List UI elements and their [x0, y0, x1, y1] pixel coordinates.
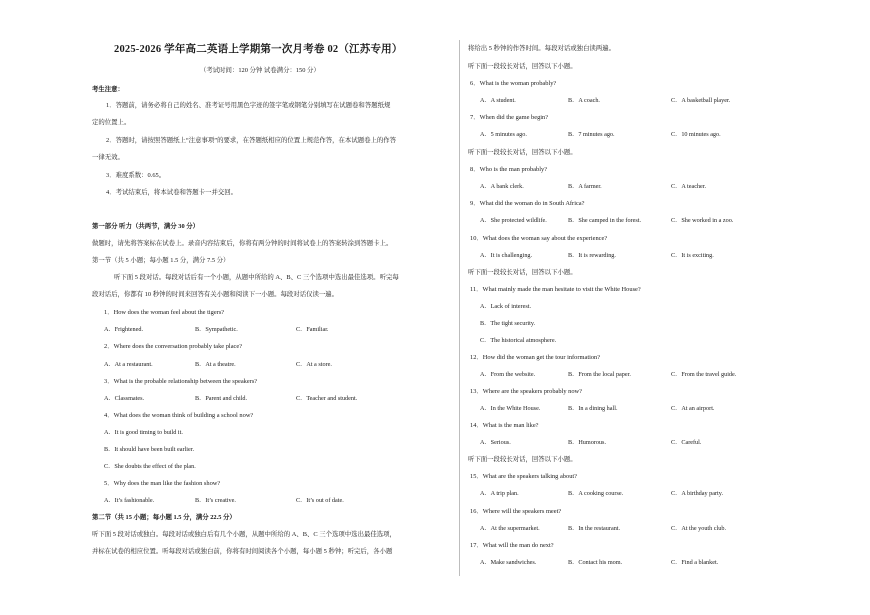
- option-b: B．She camped in the forest.: [568, 217, 642, 224]
- option-c: C．It is exciting.: [671, 252, 714, 259]
- option-b: B．In the restaurant.: [568, 525, 621, 532]
- option-b: B．It should have been built earlier.: [104, 446, 195, 453]
- option-c: C．A birthday party.: [671, 490, 724, 497]
- section1-intro: 听下面 5 段对话。每段对话后有一个小题，从题中所给的 A、B、C 三个选项中选出最佳选项。听完每: [114, 274, 399, 281]
- option-a: A．It is challenging.: [480, 252, 533, 259]
- listen-instruction: 听下面一段较长对话，回答以下小题。: [468, 63, 577, 70]
- option-b: B．A farmer.: [568, 183, 602, 190]
- option-c: C．At the youth club.: [671, 525, 726, 532]
- option-c: C．10 minutes ago.: [671, 131, 721, 138]
- listen-instruction: 听下面一段较长对话，回答以下小题。: [468, 456, 577, 463]
- option-b: B．It’s creative.: [195, 497, 236, 504]
- question-8: 8．Who is the man probably?: [470, 166, 548, 173]
- section2-intro-continued: 将给出 5 秒钟的作答时间。每段对话或独白读两遍。: [468, 45, 615, 52]
- section2-heading: 第二节（共 15 小题；每小题 1.5 分，满分 22.5 分）: [92, 514, 236, 521]
- option-b: B．Contact his mom.: [568, 559, 623, 566]
- option-b: B．A cooking course.: [568, 490, 624, 497]
- option-b: B．The tight security.: [480, 320, 536, 327]
- option-b: B．It is rewarding.: [568, 252, 616, 259]
- option-c: C．Teacher and student.: [296, 395, 358, 402]
- question-7: 7．When did the game begin?: [470, 114, 549, 121]
- question-2: 2．Where does the conversation probably take place?: [104, 343, 243, 350]
- option-b: B．Parent and child.: [195, 395, 248, 402]
- note-line: 一律无效。: [92, 154, 124, 161]
- column-divider: [459, 40, 460, 576]
- exam-info: （考试时间：120 分钟 试卷满分：150 分）: [200, 67, 320, 74]
- option-b: B．A coach.: [568, 97, 600, 104]
- question-13: 13．Where are the speakers probably now?: [470, 388, 582, 395]
- option-c: C．Familiar.: [296, 326, 329, 333]
- option-a: A．Lack of interest.: [480, 303, 532, 310]
- question-1: 1．How does the woman feel about the tigers?: [104, 309, 225, 316]
- section1-intro: 段对话后，你都有 10 秒钟的时间来回答有关小题和阅读下一小题。每段对话仅读一遍。: [92, 291, 339, 298]
- note-line: 4．考试结束后，将本试卷和答题卡一并交回。: [106, 189, 238, 196]
- listen-instruction: 听下面一段较长对话，回答以下小题。: [468, 149, 577, 156]
- option-a: A．She protected wildlife.: [480, 217, 547, 224]
- option-b: B．In a dining hall.: [568, 405, 618, 412]
- option-c: C．She worked in a zoo.: [671, 217, 734, 224]
- question-5: 5．Why does the man like the fashion show?: [104, 480, 221, 487]
- question-10: 10．What does the woman say about the experience?: [470, 235, 608, 242]
- option-a: A．5 minutes ago.: [480, 131, 527, 138]
- option-a: A．A bank clerk.: [480, 183, 524, 190]
- question-9: 9．What did the woman do in South Africa?: [470, 200, 585, 207]
- option-a: A．A trip plan.: [480, 490, 519, 497]
- option-c: C．At an airport.: [671, 405, 715, 412]
- option-a: A．It is good timing to build it.: [104, 429, 183, 436]
- question-17: 17．What will the man do next?: [470, 542, 554, 549]
- part1-intro: 做题时，请先将答案标在试卷上。录音内容结束后，你将有两分钟的时间将试卷上的答案转涂到答题卡上。: [92, 240, 393, 247]
- note-line: 定的位置上。: [92, 119, 131, 126]
- question-3: 3．What is the probable relationship between the speakers?: [104, 378, 258, 385]
- option-a: A．From the website.: [480, 371, 536, 378]
- option-b: B．Sympathetic.: [195, 326, 238, 333]
- question-16: 16．Where will the speakers meet?: [470, 508, 562, 515]
- question-12: 12．How did the woman get the tour information?: [470, 354, 601, 361]
- note-line: 2．答题时，请按照答题纸上“注意事项”的要求，在答题纸相应的位置上规范作答，在本试题卷上的作答: [106, 137, 397, 144]
- option-a: A．Classmates.: [104, 395, 145, 402]
- note-line: 3．难度系数：0.65。: [106, 172, 166, 179]
- question-15: 15．What are the speakers talking about?: [470, 473, 578, 480]
- option-c: C．Find a blanket.: [671, 559, 719, 566]
- option-a: A．At the supermarket.: [480, 525, 540, 532]
- question-11: 11．What mainly made the man hesitate to visit the White House?: [470, 286, 641, 293]
- option-a: A．At a restaurant.: [104, 361, 153, 368]
- option-a: A．Make sandwiches.: [480, 559, 537, 566]
- question-4: 4．What does the woman think of building a school now?: [104, 412, 254, 419]
- option-b: B．7 minutes ago.: [568, 131, 615, 138]
- option-b: B．Humorous.: [568, 439, 606, 446]
- question-14: 14．What is the man like?: [470, 422, 539, 429]
- option-c: C．She doubts the effect of the plan.: [104, 463, 196, 470]
- option-b: B．At a theatre.: [195, 361, 236, 368]
- option-a: A．In the White House.: [480, 405, 541, 412]
- option-c: C．From the travel guide.: [671, 371, 737, 378]
- option-a: A．Serious.: [480, 439, 511, 446]
- option-c: C．At a store.: [296, 361, 332, 368]
- option-c: C．A teacher.: [671, 183, 707, 190]
- option-a: A．It’s fashionable.: [104, 497, 155, 504]
- option-b: B．From the local paper.: [568, 371, 631, 378]
- section2-intro: 并标在试卷的相应位置。听每段对话或独白前，你将有时间阅读各个小题，每小题 5 秒钟；听完后，各小题: [92, 548, 393, 555]
- section2-intro: 听下面 5 段对话或独白。每段对话或独白后有几个小题，从题中所给的 A、B、C 三个选项中选出最佳选项，: [92, 531, 396, 538]
- option-c: C．It’s out of date.: [296, 497, 344, 504]
- listen-instruction: 听下面一段较长对话，回答以下小题。: [468, 269, 577, 276]
- section1-heading: 第一节（共 5 小题；每小题 1.5 分，满分 7.5 分）: [92, 257, 230, 264]
- option-c: C．A basketball player.: [671, 97, 731, 104]
- question-6: 6．What is the woman probably?: [470, 80, 557, 87]
- page-title: 2025-2026 学年高二英语上学期第一次月考卷 02（江苏专用）: [114, 44, 403, 55]
- option-c: C．The historical atmosphere.: [480, 337, 557, 344]
- note-line: 1．答题前，请务必将自己的姓名、准考证号用黑色字迹的签字笔或钢笔分别填写在试题卷和答题纸规: [106, 102, 391, 109]
- option-a: A．Frightened.: [104, 326, 144, 333]
- option-c: C．Careful.: [671, 439, 702, 446]
- notes-heading: 考生注意：: [92, 86, 124, 93]
- part1-heading: 第一部分 听力（共两节，满分 30 分）: [92, 223, 200, 230]
- option-a: A．A student.: [480, 97, 516, 104]
